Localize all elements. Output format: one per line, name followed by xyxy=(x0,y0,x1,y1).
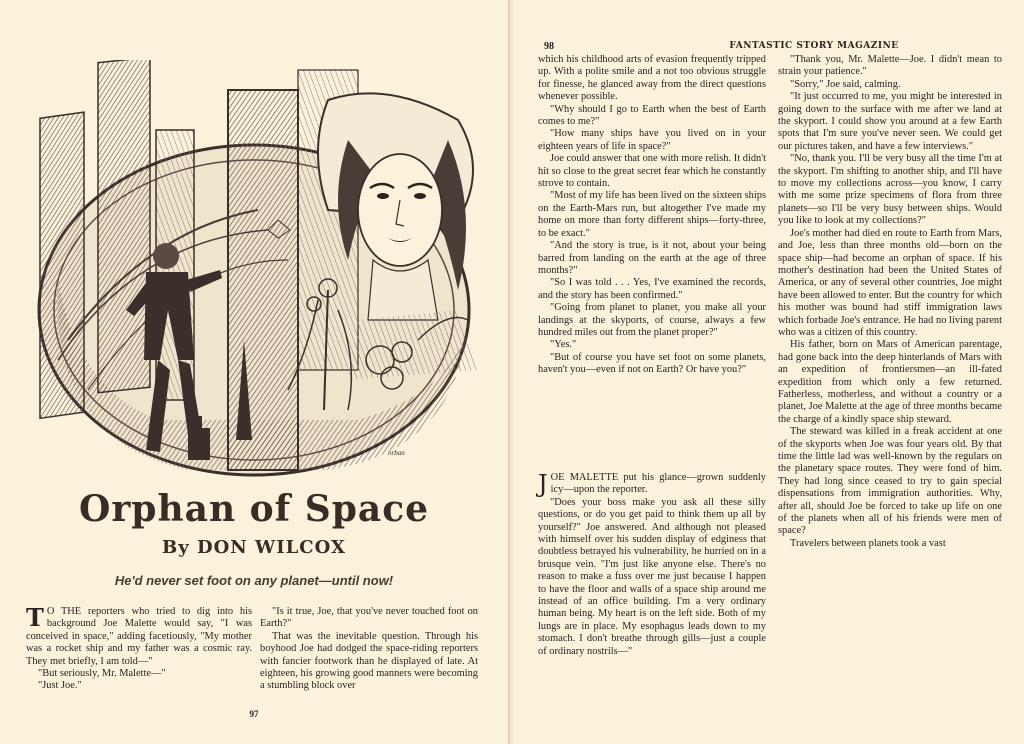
right-column-1 xyxy=(538,54,766,657)
paragraph: That was the inevitable question. Through his boyhood Joe had dodged the space-riding reporters with fancier footwork than he displayed of late. At eighteen, his growing good manners were becoming a stumbling block over xyxy=(260,630,478,692)
paragraph: Travelers between planets took a vast xyxy=(790,537,946,549)
story-byline: By DON WILCOX xyxy=(162,537,346,558)
page-number: 98 xyxy=(544,41,554,52)
paragraph: "Thank you, Mr. Malette—Joe. I didn't mean to strain your patience." xyxy=(778,54,1002,78)
paragraph: "Does your boss make you ask all these silly questions, or do you get paid to think them up all by yourself?" Joe answered. And although not pleased with himself over his sudden display of edginess that doubtless betrayed his vulnerability, he hurried on in a brusque vein. "I'm just like anyone else. There's no reason to make a fuss over me just because I happen to have the floor and walls of a space ship around me instead of an office building. I'm a very ordinary human being. My heart is on the left side. Both of my lungs are in place. My esophagus leads down to my stomach. I don't breathe through gills—just a couple of ordinary nostrils—" xyxy=(538,496,766,657)
illustration-signature: orban xyxy=(388,449,405,457)
section-break xyxy=(538,472,766,658)
paragraph: "Why should I go to Earth when the best of Earth comes to me?" xyxy=(538,103,766,128)
paragraph: "Is it true, Joe, that you've never touched foot on Earth?" xyxy=(260,606,478,630)
story-title: Orphan of Space xyxy=(78,488,430,530)
left-column-1 xyxy=(26,603,252,693)
paragraph: "And the story is true, is it not, about your being barred from landing on the earth at the age of three months?" xyxy=(538,240,766,276)
left-page xyxy=(0,0,509,744)
paragraph: "So I was told . . . Yes, I've examined the records, and the story has been confirmed." xyxy=(538,277,766,301)
drop-cap: J xyxy=(538,470,548,498)
paragraph: "But of course you have set foot on some planets, haven't you—even if not on Earth? Or have you?" xyxy=(538,351,766,376)
section-opening-paragraph: JOE MALETTE put his glance—grown suddenly icy—upon the reporter. xyxy=(538,470,766,498)
story-illustration xyxy=(28,60,480,480)
paragraph: "How many ships have you lived on in your eighteen years of life in space?" xyxy=(538,128,766,152)
paragraph: which his childhood arts of evasion frequently tripped up. With a polite smile and a not too obvious struggle for finesse, he glanced away from the direct questions whenever possible. xyxy=(538,54,766,103)
paragraph: "Yes." xyxy=(550,339,577,351)
paragraph: "But seriously, Mr. Malette—" xyxy=(38,668,166,680)
paragraph: "Going from planet to planet, you make all your landings at the skyports, of course, always a few hundred miles out from the planet proper?" xyxy=(538,302,766,338)
paragraph: His father, born on Mars of American parentage, had gone back into the deep hinterlands of Mars with an expedition of frontiersmen—an ill-fated expedition from which only a few returned. Fatherless, motherless, and without a country or a planet, Joe Malette at the age of three months became the charge of a kindly space ship steward. xyxy=(778,339,1002,425)
opening-paragraph: T O THE reporters who tried to dig into his background Joe Malette would say, "I was conceived in space," adding facetiously, "My mother was a rocket ship and my father was a cosmic ray. They met briefly, I am told—" xyxy=(26,603,252,667)
paragraph: Joe could answer that one with more relish. It didn't hit so close to the great secret fear which he constantly strove to contain. xyxy=(538,153,766,190)
running-head: FANTASTIC STORY MAGAZINE xyxy=(729,41,899,51)
paragraph: "Just Joe." xyxy=(38,680,82,692)
paragraph: "No, thank you. I'll be very busy all the time I'm at the skyport. I'm shifting to another ship, and I'll have to move my collections across—you know, I carry with me some prize specimens of flora from three planets—so I'll be very busy between ships. Would you like to look at my collections?" xyxy=(778,153,1002,227)
paragraph: "Sorry," Joe said, calming. xyxy=(790,78,901,90)
paragraph: "Most of my life has been lived on the sixteen ships on the Earth-Mars run, but altogether I've made my home on more than forty different ships—forty-three, to be exact." xyxy=(538,190,766,239)
right-column-2 xyxy=(778,54,1002,550)
left-column-2 xyxy=(260,606,478,693)
right-page xyxy=(514,0,1024,744)
drop-cap: T xyxy=(26,603,44,632)
paragraph: "It just occurred to me, you might be interested in going down to the surface with me after we land at the skyport. I could show you around at a few Earth spots that I'm sure you've never seen. We could get our pictures taken, and have a few interviews." xyxy=(778,91,1002,152)
story-tagline: He'd never set foot on any planet—until now! xyxy=(114,573,394,588)
paragraph: The steward was killed in a freak accident at one of the skyports when Joe was four years old. By that time the little lad was well-known by the regulars on the planetary space routes. They were fond of him. They had long since ceased to try to gain special dispensations from immigration authorities. Why, after all, should Joe be forced to take up life on one of the planets when all of his friends were men of space? xyxy=(778,426,1002,537)
page-number: 97 xyxy=(249,709,259,719)
paragraph: Joe's mother had died en route to Earth from Mars, and Joe, less than three months old—born on the space ship—had become an orphan of space. If his mother's destination had been the United States of America, or any of several other countries, Joe might have been allowed to enter. But the country for which his mother was bound had stiff immigration laws which forbade Joe's entrance. He had no living parent who was a citizen of this country. xyxy=(778,227,1002,338)
